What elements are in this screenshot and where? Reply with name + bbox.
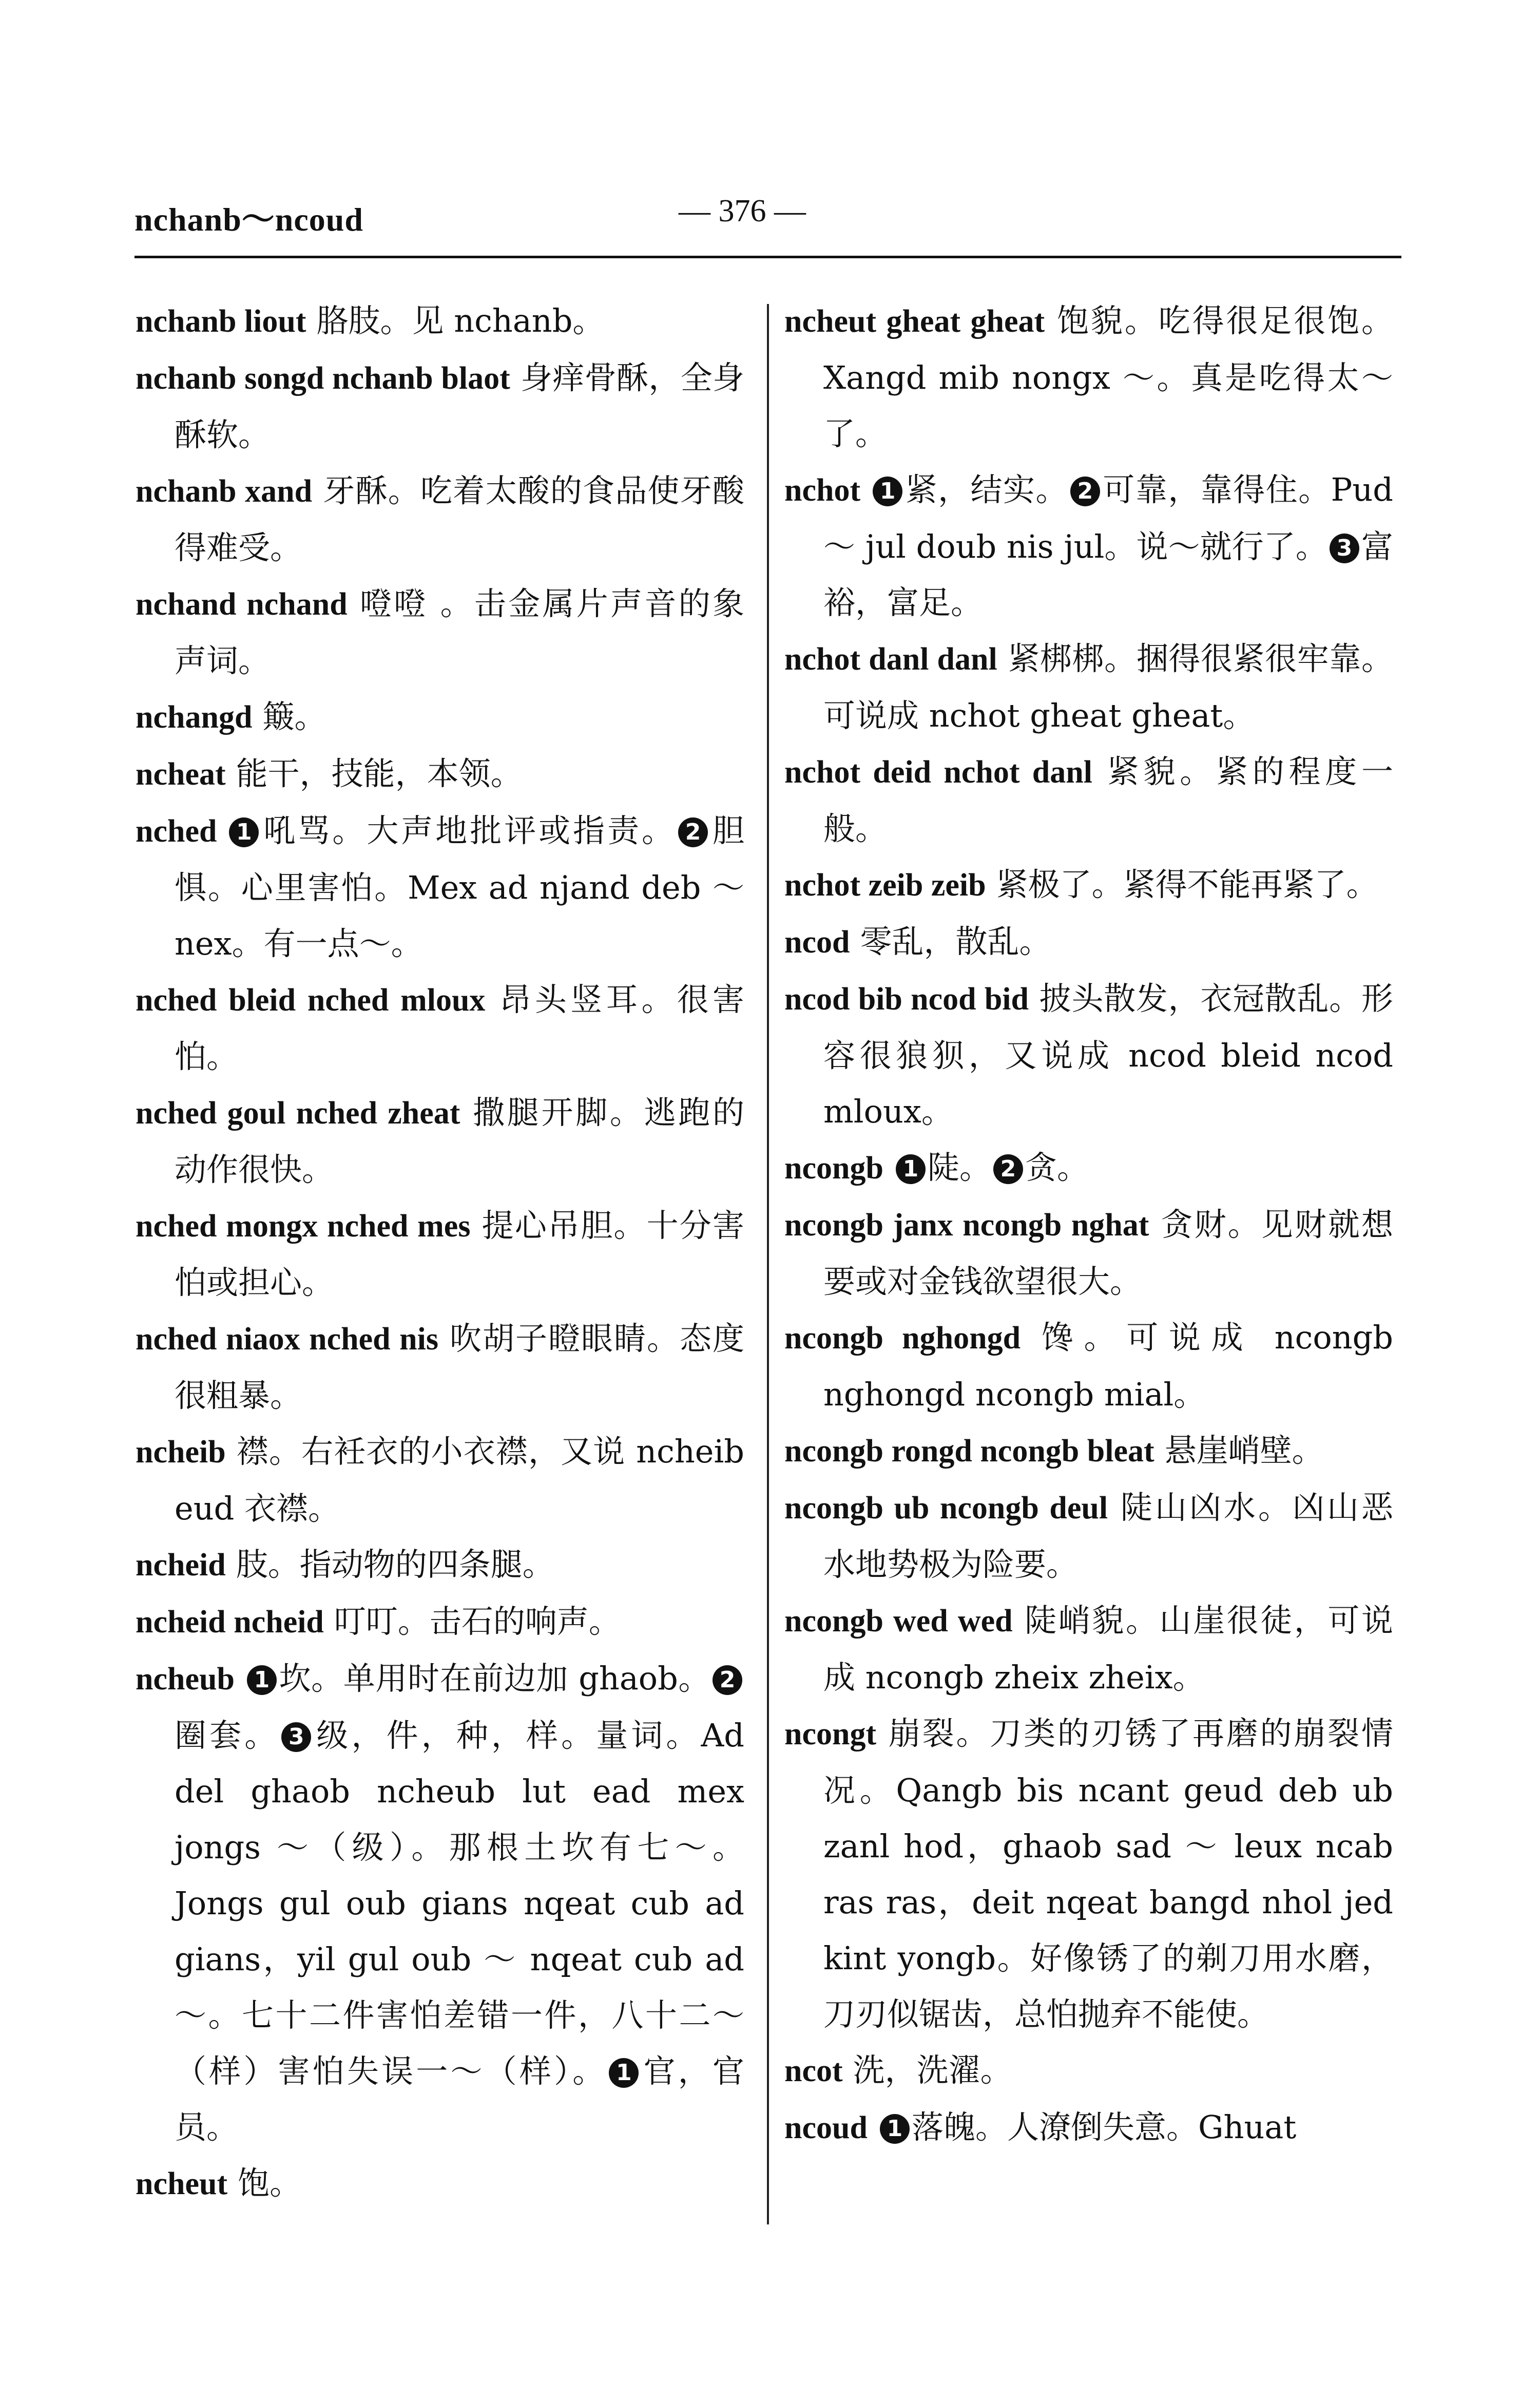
column-divider	[767, 304, 769, 2224]
definition: 吼骂。大声地批评或指责。	[261, 812, 677, 849]
sense-number-badge: 2	[678, 817, 708, 847]
dictionary-entry	[784, 2099, 1393, 2156]
dictionary-entry	[136, 972, 744, 1084]
definition: 可靠，靠得住。Pud ～ jul doub nis jul。说～就行了。	[823, 471, 1393, 565]
dictionary-entry	[136, 350, 744, 463]
sense-number-badge: 3	[1330, 534, 1359, 563]
definition: 馋。可说成 ncongb nghongd ncongb mial。	[823, 1319, 1393, 1413]
left-column	[136, 293, 744, 2212]
page-number: — 376 —	[679, 194, 806, 229]
running-head: nchanb～ncoud	[134, 201, 363, 238]
headword: ncongb nghongd	[784, 1321, 1021, 1356]
dictionary-entry	[136, 576, 744, 689]
headword: nchot danl danl	[784, 642, 997, 677]
dictionary-entry	[784, 1592, 1393, 1705]
definition: 贪财。见财就想要或对金钱欲望很大。	[823, 1206, 1393, 1300]
dictionary-entry	[136, 2155, 744, 2212]
definition: 圈套。	[175, 1717, 280, 1754]
definition: 撒腿开脚。逃跑的动作很快。	[175, 1094, 744, 1188]
headword: ncongb wed wed	[784, 1604, 1013, 1639]
definition: 饱。	[238, 2164, 302, 2202]
definition: 富裕，富足。	[823, 528, 1393, 621]
definition: 陡峭貌。山崖很徒，可说成 ncongb zheix zheix。	[823, 1602, 1393, 1696]
dictionary-entry	[784, 462, 1393, 631]
headword: nchot deid nchot danl	[784, 755, 1092, 790]
dictionary-entry	[784, 1705, 1393, 2042]
definition: 紧梆梆。捆得很紧很牢靠。可说成 nchot gheat gheat。	[823, 640, 1393, 734]
definition: 牙酥。吃着太酸的食品使牙酸得难受。	[175, 472, 744, 566]
dictionary-entry	[136, 1423, 744, 1536]
headword: ncheid ncheid	[136, 1605, 324, 1640]
headword: nched bleid nched mloux	[136, 983, 486, 1018]
headword: ncheib	[136, 1435, 226, 1470]
definition: 官，官员。	[175, 2052, 744, 2146]
headword: ncheub	[136, 1662, 235, 1697]
dictionary-entry	[136, 463, 744, 576]
right-column	[784, 293, 1393, 2156]
definition: 能干，技能，本领。	[236, 755, 523, 792]
headword: ncheut	[136, 2166, 228, 2201]
definition: 贪。	[1025, 1149, 1089, 1186]
definition: 噔噔 。击金属片声音的象声词。	[175, 585, 745, 679]
definition: 陡。	[927, 1149, 991, 1186]
dictionary-entry	[136, 293, 744, 350]
dictionary-entry	[784, 1309, 1393, 1422]
headword: nched mongx nched mes	[136, 1209, 471, 1244]
headword: nchot zeib zeib	[784, 868, 986, 903]
headword: ncongb rongd ncongb bleat	[784, 1434, 1154, 1469]
headword: ncheid	[136, 1548, 226, 1583]
headword: nched goul nched zheat	[136, 1096, 460, 1131]
dictionary-entry	[136, 803, 744, 972]
definition: 级，件，种，样。量词。Ad del ghaob ncheub lut ead mex jongs ～（级）。那根土坎有七～。Jongs gul oub gians nqeat cub ad gians，yil gul oub ～ nqeat cub ad ～。七十二件害怕差错一件，八十二～（样）害怕失误一～（样）。	[175, 1717, 744, 2090]
headword: ncoud	[784, 2110, 868, 2145]
headword: ncongt	[784, 1717, 877, 1751]
headword: nchot	[784, 473, 861, 508]
dictionary-entry	[784, 1479, 1393, 1592]
definition: 披头散发，衣冠散乱。形容很狼狈，又说成 ncod bleid ncod mloux。	[823, 980, 1393, 1130]
sense-number-badge: 1	[896, 1154, 926, 1184]
dictionary-entry	[784, 1139, 1393, 1196]
headword: nchangd	[136, 700, 253, 735]
sense-number-badge: 2	[713, 1665, 742, 1695]
headword: nchanb songd nchanb blaot	[136, 361, 510, 396]
definition: 紧，结实。	[904, 471, 1068, 508]
sense-number-badge: 2	[993, 1154, 1023, 1184]
definition: 吹胡子瞪眼睛。态度很粗暴。	[175, 1320, 744, 1414]
sense-number-badge: 1	[247, 1665, 277, 1695]
dictionary-entry	[784, 913, 1393, 970]
headword: ncongb	[784, 1151, 883, 1186]
dictionary-entry	[784, 744, 1393, 856]
definition: 肢。指动物的四条腿。	[236, 1546, 554, 1583]
definition: 叮叮。击石的响声。	[334, 1603, 621, 1640]
headword: ncod bib ncod bid	[784, 982, 1029, 1017]
definition: 悬崖峭壁。	[1164, 1432, 1324, 1469]
definition: 崩裂。刀类的刃锈了再磨的崩裂情况。Qangb bis ncant geud deb ub zanl hod，ghaob sad ～ leux ncab ras ras，deit nqeat bangd nhol jed kint yongb。好像锈了的剃刀用水磨，刀刃似锯齿，总怕抛弃不能使。	[823, 1715, 1393, 2033]
dictionary-entry	[136, 1197, 744, 1310]
definition: 紧貌。紧的程度一般。	[823, 753, 1393, 847]
dictionary-entry	[136, 1084, 744, 1197]
definition: 胆惧。心里害怕。Mex ad njand deb ～ nex。有一点～。	[175, 812, 744, 962]
dictionary-entry	[784, 631, 1393, 744]
dictionary-entry	[784, 2042, 1393, 2099]
definition: 落魄。人潦倒失意。Ghuat	[911, 2108, 1297, 2146]
dictionary-entry	[136, 1593, 744, 1650]
definition: 紧极了。紧得不能再紧了。	[996, 866, 1378, 903]
headword: nchanb xand	[136, 474, 313, 509]
definition: 簸。	[262, 698, 326, 735]
page-header	[134, 183, 1401, 239]
dictionary-entry	[136, 689, 744, 746]
headword: ncongb ub ncongb deul	[784, 1491, 1108, 1526]
definition: 洗，洗濯。	[853, 2051, 1012, 2089]
definition: 昂头竖耳。很害怕。	[175, 981, 744, 1075]
header-rule	[134, 256, 1401, 258]
dictionary-entry	[784, 1422, 1393, 1479]
dictionary-entry	[136, 1310, 744, 1423]
headword: nched	[136, 814, 217, 849]
headword: ncongb janx ncongb nghat	[784, 1208, 1149, 1243]
headword: ncheut gheat gheat	[784, 304, 1045, 339]
dictionary-entry	[784, 856, 1393, 913]
headword: ncod	[784, 925, 850, 960]
sense-number-badge: 1	[229, 817, 259, 847]
dictionary-entry	[784, 1196, 1393, 1309]
sense-number-badge: 1	[880, 2114, 910, 2144]
definition: 饱貌。吃得很足很饱。Xangd mib nongx ～。真是吃得太～了。	[823, 302, 1393, 452]
sense-number-badge: 1	[873, 477, 902, 506]
definition: 襟。右衽衣的小衣襟，又说 ncheib eud 衣襟。	[175, 1433, 744, 1527]
headword: nched niaox nched nis	[136, 1322, 438, 1357]
dictionary-entry	[136, 1536, 744, 1593]
definition: 坎。单用时在前边加 ghaob。	[278, 1660, 710, 1697]
definition: 身痒骨酥，全身酥软。	[175, 359, 744, 453]
sense-number-badge: 1	[609, 2058, 639, 2088]
dictionary-entry	[784, 970, 1393, 1139]
sense-number-badge: 3	[281, 1722, 311, 1752]
headword: nchand nchand	[136, 587, 348, 622]
definition: 零乱，散乱。	[860, 923, 1051, 960]
definition: 胳肢。见 nchanb。	[316, 302, 605, 339]
dictionary-entry	[136, 1650, 744, 2155]
definition: 陡山凶水。凶山恶水地势极为险要。	[823, 1489, 1393, 1583]
sense-number-badge: 2	[1070, 477, 1100, 506]
dictionary-entry	[784, 293, 1393, 462]
headword: ncot	[784, 2053, 843, 2088]
definition: 提心吊胆。十分害怕或担心。	[175, 1207, 744, 1301]
headword: nchanb liout	[136, 304, 306, 339]
headword: ncheat	[136, 757, 226, 792]
dictionary-entry	[136, 746, 744, 803]
